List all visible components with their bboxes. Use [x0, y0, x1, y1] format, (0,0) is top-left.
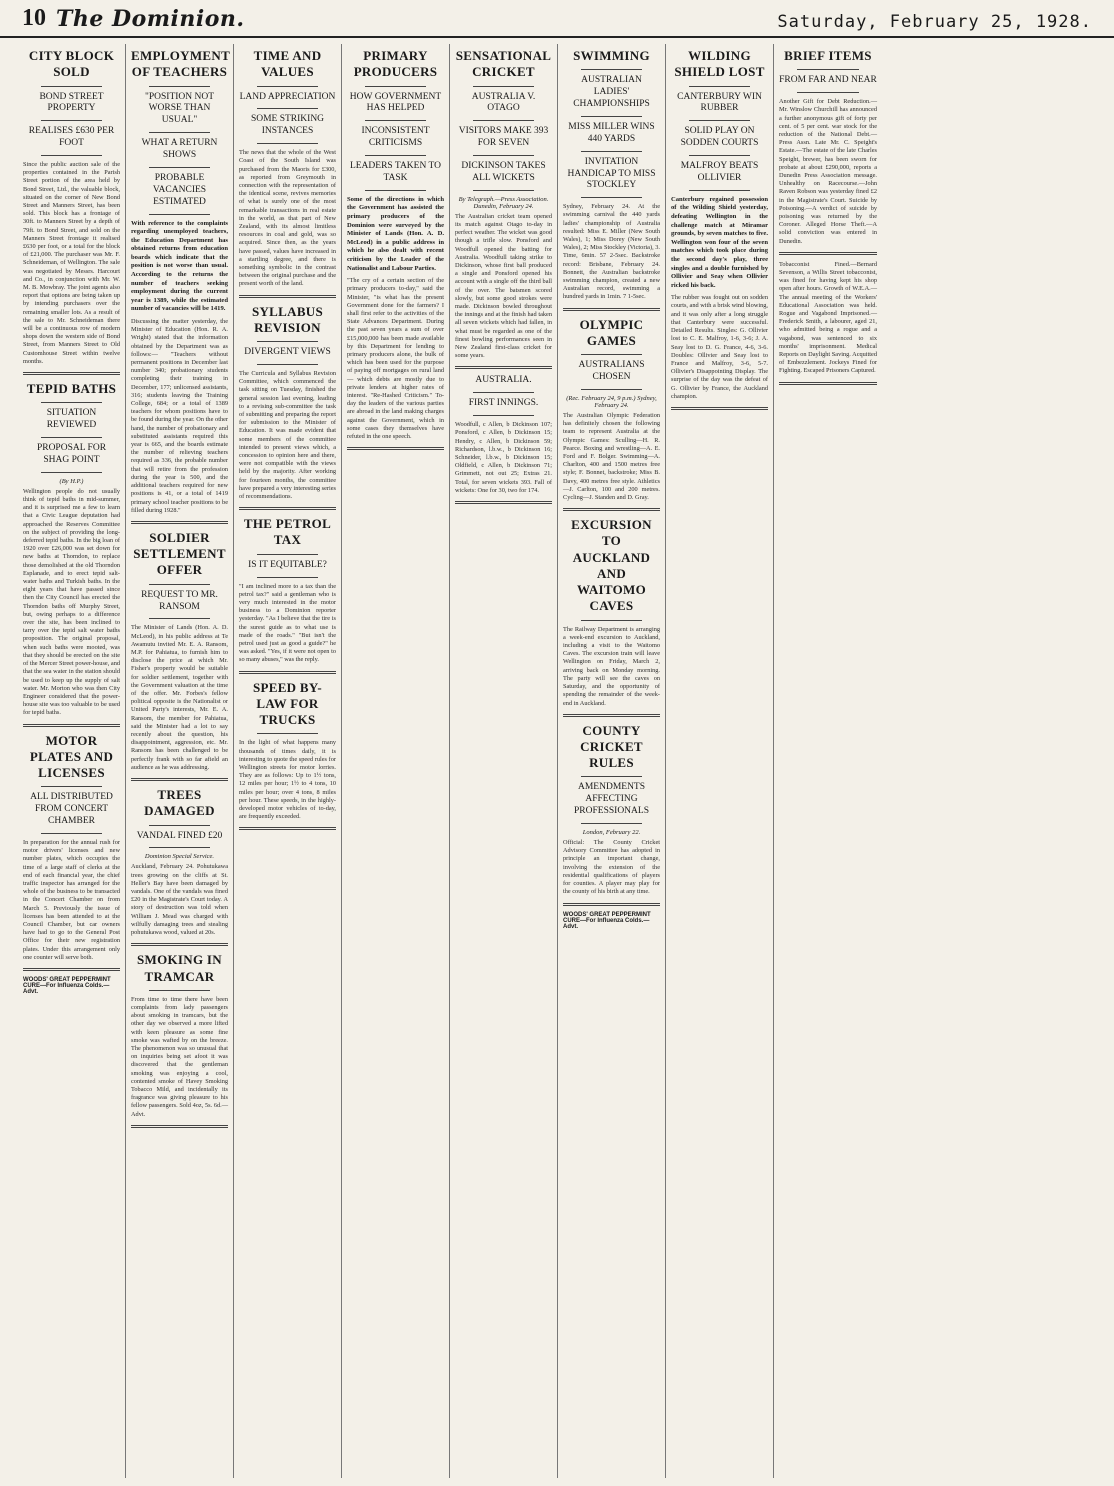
article-lead: Canterbury regained possession of the Wilding Shield yesterday, defeating Wellington in the challenge match at Miramar grounds, by seven matches to five. Wellington won four of the seven matches which took place during the second day's play, three singles and a double furnished by Ollivier and Seay when Ollivier ricked his back. — [671, 195, 768, 289]
article-separator — [131, 521, 228, 524]
divider — [149, 214, 210, 215]
divider — [689, 190, 750, 191]
article-deck: SOLID PLAY ON SODDEN COURTS — [680, 126, 759, 149]
divider — [257, 86, 318, 87]
article-body: Woodfull, c Allen, b Dickinson 107; Ponsford, c Allen, b Dickinson 15; Hendry, c Allen, b Dickinson 59; Richardson, l.b.w., b Dickinson 16; Schneider, l.b.w., b Dickinson 15; Oldfield, c Allen, b Dickinson 71; Grimmett, not out 25; Extras 21. Total, for seven wickets 393. Fall of wickets: One for 30, two for 174. — [455, 421, 552, 494]
divider — [365, 86, 426, 87]
divider — [149, 584, 210, 585]
article — [455, 48, 552, 369]
article-deck: REALISES £630 PER FOOT — [28, 126, 115, 149]
divider — [41, 437, 102, 438]
article-headline: PRIMARY PRODUCERS — [353, 48, 438, 80]
article — [347, 48, 444, 450]
article-body: Auckland, February 24. Pohutukawa trees growing on the cliffs at St. Heller's Bay have been damaged by vandals. One of the vandals was fined £20 in the Magistrate's Court today. A story of destruction was told when William J. Mead was charged with wilfully damaging trees and stealing pohutukawa wood, valued at 20s. — [131, 863, 228, 937]
column-1 — [18, 44, 126, 1478]
article-separator — [239, 671, 336, 674]
article-headline: SENSATIONAL CRICKET — [455, 48, 552, 80]
article-deck: AUSTRALIAN LADIES' CHAMPIONSHIPS — [573, 75, 650, 109]
article — [23, 381, 120, 726]
column-4 — [342, 44, 450, 1478]
article-deck: FROM FAR AND NEAR — [779, 75, 877, 86]
article-body: "I am inclined more to a tax than the petrol tax?" said a gentleman who is very much interested in the motor business to a Dominion reporter yesterday. "As I believe that the tire is the surest guide as to what use is made of the roads." "But isn't the petrol used just as good a guide?" he was asked. "Yes, if it were not open to so many abuses," was the reply. — [239, 582, 336, 664]
article-deck: VISITORS MAKE 393 FOR SEVEN — [458, 126, 549, 149]
article-byline: (Rec. February 24, 9 p.m.) Sydney, February 24. — [566, 394, 657, 409]
divider — [581, 620, 642, 621]
divider — [149, 167, 210, 168]
article-byline: (By H.P.) — [59, 477, 84, 485]
article-deck: VANDAL FINED £20 — [136, 830, 223, 841]
issue-date: Saturday, February 25, 1928. — [777, 12, 1092, 32]
article-byline: By Telegraph.—Press Association. Dunedin, February 24. — [458, 195, 549, 210]
article-separator — [23, 372, 120, 375]
article-deck: LEADERS TAKEN TO TASK — [349, 161, 442, 183]
article-headline: SMOKING IN TRAMCAR — [137, 952, 222, 984]
article — [563, 48, 660, 311]
article-headline: OLYMPIC GAMES — [579, 316, 644, 348]
newspaper-columns — [18, 44, 1098, 1478]
divider — [41, 833, 102, 834]
divider — [473, 86, 534, 87]
article-headline: TEPID BATHS — [26, 381, 117, 397]
divider — [473, 392, 534, 393]
article-deck: SOME STRIKING INSTANCES — [250, 114, 325, 137]
article-deck: INCONSISTENT CRITICISMS — [361, 126, 430, 149]
article-deck: AUSTRALIA. — [475, 375, 532, 386]
divider — [257, 341, 318, 342]
article-headline: TIME AND VALUES — [253, 48, 322, 80]
article-body: Sydney, February 24. At the swimming carnival the 440 yards ladies' championship of Australia resulted: Miss E. Miller (New South Wales), 1; Miss Dorey (New South Wales), 2; Miss Stockley (Victoria), 3. Time, 6min. 57 2-5sec. Backstroke record: Brisbane, February 24. Bonnett, the Australian backstroke swimming champion, created a new Australian record, swimming a hundred yards in 1min. 7 1-5sec. — [563, 203, 660, 301]
article-deck: MALFROY BEATS OLLIVIER — [680, 161, 759, 183]
column-2 — [126, 44, 234, 1478]
article-body: Discussing the matter yesterday, the Minister of Education (Hon. R. A. Wright) stated that the information obtained by the Department was as follows:— "Teachers without permanent positions in December last number 340; probationary students completing their training in December, 177; unlicensed assistants, 316; students leaving the Training College, 684; or a total of 1389 teachers for whom positions have to be found during the year. On the other hand, the number of probationary and substituted assistants required this year is 665, and the boards estimate the number of relieving teachers required as 336, the probable number that will retire from the profession during the year is 500, and the additional teachers required for new positions is 41, or a total of 1419 primary school teacher positions to be filled during 1928." — [131, 318, 228, 514]
divider — [689, 120, 750, 121]
masthead — [0, 0, 1114, 38]
article-body: The news that the whole of the West Coast of the South Island was purchased from the Maoris for £300, as reported from Greymouth in connection with the representation of the identical scene, revives memories of what is surely one of the most remarkable transactions in real estate in the world, as that part of New Zealand, with its almost limitless resources in coal and gold, was so acquired. Since then, as the years have passed, values have increased in a startling degree, and there is something symbolic in the contrast between the original purchase and the present worth of the land. — [239, 149, 336, 288]
article — [23, 48, 120, 375]
article-deck: BOND STREET PROPERTY — [39, 91, 104, 114]
article-headline: CITY BLOCK SOLD — [28, 48, 115, 80]
divider — [797, 92, 859, 93]
article-deck: DICKINSON TAKES ALL WICKETS — [461, 161, 546, 183]
divider — [365, 120, 426, 121]
article-deck: PROPOSAL FOR SHAG POINT — [36, 443, 107, 465]
article-deck: IS IT EQUITABLE? — [248, 559, 327, 570]
divider — [689, 86, 750, 87]
divider — [41, 155, 102, 156]
divider — [41, 402, 102, 403]
article-separator — [563, 903, 660, 906]
article-deck: LAND APPRECIATION — [239, 91, 336, 102]
article-body: From time to time there have been complaints from lady passengers about smoking in tramcars, but the other day we observed a more lifted with keen pleasure as some fine smoke was wafted by on the breeze. The phenomenon was so unusual that on inquiries being set afoot it was discovered that the gentleman smoking was enjoying a cool, contented smoke of Havey Smoking Tobacco Mild, and incidentally its fragrance was giving pleasure to his fellow passengers. Sold 4oz, 5s. 6d.—Advt. — [131, 995, 228, 1118]
article — [455, 375, 552, 504]
article-deck: WHAT A RETURN SHOWS — [141, 138, 218, 160]
article-body: The Railway Department is arranging a week-end excursion to Auckland, including a visit to the Waitomo Caves. The excursion train will leave Wellington on Friday, March 2, arriving back on Monday morning. The party will see the caves on Saturday, and the opportunity of spending the remainder of the week-end in Auckland. — [563, 625, 660, 707]
article-separator — [455, 501, 552, 504]
column-5 — [450, 44, 558, 1478]
divider — [149, 132, 210, 133]
article-separator — [779, 252, 877, 255]
divider — [797, 69, 859, 70]
article — [23, 733, 120, 971]
divider — [581, 354, 642, 355]
advertisement: WOODS' GREAT PEPPERMINT CURE—For Influenza Colds.—Advt. — [563, 911, 651, 930]
article-separator — [239, 507, 336, 510]
article-headline: SYLLABUS REVISION — [251, 303, 324, 335]
article-body: The rubber was fought out on sodden courts, and with a brisk wind blowing, and it was only after a long struggle that Canterbury were successful. Detailed Results. Singles: G. Ollivier lost to C. E. Malfroy, 1-6, 3-6; J. A. Seay lost to D. G. France, 4-6, 3-6. Doubles: Ollivier and Seay lost to France and Malfroy, 3-6, 5-7. Ollivier's Disappointing Display. The surprise of the day was the defeat of G. Ollivier by France, the Auckland champion. — [671, 294, 768, 400]
divider — [473, 415, 534, 416]
article — [779, 48, 877, 255]
divider — [41, 786, 102, 787]
divider — [689, 155, 750, 156]
article-body: In preparation for the annual rush for motor drivers' licenses and new number plates, which occupies the time of a large staff of clerks at the end of each financial year, the chief traffic inspector has arranged for the whole of the business to be transacted in the Concert Chamber on from March 5. Previously the issue of licenses has been attended to at the Council Chamber, but car owners have had to go to the General Post Office for their new registration plates. Under this arrangement only one counter will serve both. — [23, 838, 120, 961]
article-separator — [563, 308, 660, 311]
divider — [257, 577, 318, 578]
article — [563, 723, 660, 906]
article-separator — [347, 447, 444, 450]
article-headline: COUNTY CRICKET RULES — [580, 722, 643, 771]
divider — [41, 472, 102, 473]
article — [671, 48, 768, 410]
divider — [473, 120, 534, 121]
divider — [581, 151, 642, 152]
article — [131, 952, 228, 1128]
article-body: The Curricula and Syllabus Revision Committee, which commenced the task sitting on Tuesday, finished the general session last evening, leading to a revising sub-committee the task of submitting and preparing the report for submission to the Minister of Education. It was made evident that some members of the committee intended to present views which, a concession to opinion here and there, were not compatible with the views held by the majority. After working for fourteen months, the committee have prepared a very interesting series of recommendations. — [239, 369, 336, 500]
divider — [257, 733, 318, 734]
column-8 — [774, 44, 882, 1478]
article-byline: Dominion Special Service. — [144, 853, 215, 861]
article-lead: Some of the directions in which the Government has assisted the primary producers of the Dominion were surveyed by the Minister of Lands (Hon. A. D. McLeod) in a public address in which he also dealt with recent criticism by the Leader of the Nationalist and Labour Parties. — [347, 195, 444, 272]
article-deck: PROBABLE VACANCIES ESTIMATED — [152, 172, 207, 207]
divider — [581, 776, 642, 777]
article-deck: MISS MILLER WINS 440 YARDS — [568, 121, 655, 144]
article-body: Tobacconist Fined.—Bernard Sevenson, a Willis Street tobacconist, was fined for having kept his shop open after hours. Growth of W.E.A.—The annual meeting of the Workers' Educational Association was held. Rogue and Vagabond Imprisoned.—Frederick Smith, a labourer, aged 21, who admitted being a rogue and a vagabond, was sentenced to six months' imprisonment. Medical Reports on Daylight Saving. Acquitted of Embezzlement. Jockeys Fined for Fighting. Escaped Prisoners Captured. — [779, 260, 877, 375]
divider — [581, 389, 642, 390]
divider — [257, 364, 318, 365]
article-headline: SPEED BY-LAW FOR TRUCKS — [252, 679, 323, 728]
article — [239, 680, 336, 831]
article-deck: AMENDMENTS AFFECTING PROFESSIONALS — [574, 782, 649, 817]
divider — [473, 155, 534, 156]
article — [779, 261, 877, 385]
divider — [41, 120, 102, 121]
article-deck: SITUATION REVIEWED — [46, 408, 97, 431]
article-separator — [455, 366, 552, 369]
article-separator — [779, 382, 877, 385]
article-deck: ALL DISTRIBUTED FROM CONCERT CHAMBER — [30, 792, 113, 827]
divider — [149, 847, 210, 848]
article-deck: FIRST INNINGS. — [468, 398, 539, 409]
divider — [257, 108, 318, 109]
article-separator — [563, 508, 660, 511]
divider — [149, 990, 210, 991]
article-deck: HOW GOVERNMENT HAS HELPED — [349, 91, 442, 114]
page-number: 10 — [22, 5, 46, 31]
article-headline: BRIEF ITEMS — [784, 48, 872, 63]
article-body: "The cry of a certain section of the primary producers to-day," said the Minister, "is what has the present Government done for the farmers? I shall first refer to the activities of the State Advances Department. During the past seven years a sum of over £15,000,000 has been made available by this Department for lending to primary producers alone, the bulk of which has been used for the purpose of paying off mortgages on rural land — which debts are mostly due to private lenders at higher rates of interest. "Re-Hashed Criticism." To-day the leaders of the various parties are abroad in the land making charges against the Government, which in some cases they themselves have refuted in the one speech. — [347, 277, 444, 440]
article — [131, 530, 228, 781]
article — [239, 516, 336, 673]
article-body: In the light of what happens many thousands of times daily, it is interesting to quote the speed rules for Wellington streets for motor lorries. They are as follows: Up to 1½ tons, 12 miles per hour; 1½ to 4 tons, 10 miles per hour; over 4 tons, 8 miles per hour. These speeds, in the highly-developed motor vehicles of to-day, are frequently exceeded. — [239, 739, 336, 821]
article-body: Since the public auction sale of the properties contained in the Parish Street portion of the area held by Bond Street, Ltd., the valuable block, situated on the corner of New Bond Street and Manners Street, has been sold. This block has a frontage of 30ft. to Manners Street by a depth of 79ft. to Bond Street, and sold on the Manners Street frontage it realised £630 per foot, or a total for the block of £21,000. The purchaser was Mr. F. Schneideman, of Wellington. The sale was negotiated by Messrs. Harcourt and Co., in conjunction with Mr. W. M. B. Mowbray. The joint agents also report that options are being taken up by intending purchasers over the remaining smaller lots. As a result of the sale to Mr. Schneideman there will be a continuous row of modern shops down the western side of Bond Street, from Manners Street to Old Customhouse Street within twelve months. — [23, 161, 120, 365]
article — [563, 317, 660, 511]
article-deck: INVITATION HANDICAP TO MISS STOCKLEY — [567, 156, 656, 191]
article-headline: THE PETROL TAX — [243, 516, 332, 548]
article — [131, 48, 231, 524]
divider — [581, 116, 642, 117]
divider — [365, 155, 426, 156]
article-body: The Australian Olympic Federation has definitely chosen the following team to represent Australia at the Olympic Games: Sculling—H. R. Pearce. Boxing and wrestling—A. E. Ford and F. Bolger. Swimming—A. Charlton, 400 and 1500 metres free style; F. Bonnet, backstroke; Miss B. Davy, 400 metres free style. Athletics—J. Carlton, 100 and 200 metres. Cycling—J. Standen and D. Gray. — [563, 411, 660, 501]
article-separator — [131, 778, 228, 781]
article-deck: "POSITION NOT WORSE THAN USUAL" — [144, 91, 215, 126]
article-separator — [563, 714, 660, 717]
column-6 — [558, 44, 666, 1478]
article-body: Wellington people do not usually think of tepid baths in mid-summer, and it is surprised me a few to learn that a Civic League deputation had approached the Reserves Committee on the subject of providing the long-deferred tepid baths. In the big loan of 1920 over £26,000 was set down for new baths at Thorndon, to replace those demolished at the old Thorndon Esplanade, and to erect tepid salt-water baths and Turkish baths. In the eight years that have passed since then the City Council has erected the Thorndon baths off Murphy Street, but, owing perhaps to a difference over the site, has been inclined to tarry over the tepid salt water baths proposition. The original proposal, when such baths were mooted, was that they should be erected on the site of the Mercer Street power-house, and that the sea water in the station should be used to keep up the supply of salt water. Mr. Morton who was then City Engineer considered that the power-house site was too valuable to be used for tepid baths. — [23, 487, 120, 717]
article — [239, 48, 336, 298]
article-separator — [131, 943, 228, 946]
article-body: Another Gift for Debt Reduction.—Mr. Winslow Churchill has announced a further anonymous gift of forty per cent. of 5 per cent. war stock for the reduction of the National Debt.—Press Assn. Late Mr. C. Speight's Estate.—The estate of the late Charles Speight, brewer, has been sworn for probate at about £290,000, reports a Dunedin Press Association message. Unhealthy on Racecourse.—John Raven Robson was yesterday fined £2 in the Magistrate's Court. Suicide by Poisoning.—A verdict of suicide by poisoning was returned by the Coroner. Alleged Horse Theft.—A solid conviction was entered in Dunedin. — [779, 98, 877, 245]
paper-name: The Dominion. — [56, 6, 245, 32]
divider — [149, 86, 210, 87]
article-byline: London, February 22. — [582, 829, 641, 837]
divider — [365, 190, 426, 191]
divider — [581, 69, 642, 70]
divider — [149, 825, 210, 826]
article-separator — [671, 407, 768, 410]
divider — [257, 143, 318, 144]
article-body: The Minister of Lands (Hon. A. D. McLeod), in his public address at Te Awamutu invited Mr. E. A. Ransom, M.P. for Pahiatua, to furnish him to disclose the price at which Mr. Fisher's property would be suitable for soldier settlement, together with the Government valuation at the time of the offer. Mr. Forbes's fellow political opposite is the Nationalist or United Party's interests, Mr. E. A. Ransom, the member for Pahiatua, said the Minister had a lot to say recently about the question, his disappointment, aggression, etc. Mr. Ransom has been challenged to be perfectly frank with so far afield an audience as he was addressing. — [131, 624, 228, 771]
article-headline: TREES DAMAGED — [144, 787, 215, 819]
article-headline: MOTOR PLATES AND LICENSES — [29, 732, 114, 781]
article-deck: CANTERBURY WIN RUBBER — [677, 91, 762, 114]
article-headline: EXCURSION TO AUCKLAND AND WAITOMO CAVES — [571, 517, 652, 614]
article-body: Official: The County Cricket Advisory Committee has adopted in principle an important change, involving the extension of the residential qualifications of players for counties. A player may play for the county of his birth at any time. — [563, 839, 660, 896]
advertisement: WOODS' GREAT PEPPERMINT CURE—For Influenza Colds.—Advt. — [23, 976, 111, 995]
article-deck: REQUEST TO MR. RANSOM — [141, 589, 218, 612]
article-headline: SOLDIER SETTLEMENT OFFER — [133, 529, 226, 578]
divider — [473, 190, 534, 191]
article — [239, 304, 336, 511]
article-separator — [239, 827, 336, 830]
divider — [41, 86, 102, 87]
article-deck: AUSTRALIA V. OTAGO — [471, 91, 536, 114]
divider — [581, 823, 642, 824]
article-headline: WILDING SHIELD LOST — [674, 48, 765, 80]
divider — [581, 197, 642, 198]
column-3 — [234, 44, 342, 1478]
divider — [257, 554, 318, 555]
article-deck: AUSTRALIANS CHOSEN — [578, 360, 645, 383]
column-7 — [666, 44, 774, 1478]
article — [131, 787, 228, 946]
article-headline: SWIMMING — [573, 48, 650, 63]
divider — [149, 618, 210, 619]
article-lead: With reference to the complaints regarding unemployed teachers, the Education Department has obtained returns from education boards which indicate that the position is not worse than usual. According to the returns the number of teachers seeking employment during the current year is 1389, while the estimated number of vacancies will be 1419. — [131, 219, 228, 313]
article-body: The Australian cricket team opened its match against Otago to-day in perfect weather. The wicket was good though a trifle slow. Ponsford and Woodfull opened the batting for Australia. Woodfull taking strike to Dickinson, whose first ball produced a single and Ponsford opened his account with a single off the third ball of the over. The batsmen scored slowly, but some good strokes were made. Dickinson bowled throughout the innings and at the finish had taken all seven wickets which had fallen, in what must be regarded as one of the finest bowling performances seen in New Zealand first-class cricket for some years. — [455, 212, 552, 360]
article-separator — [131, 1125, 228, 1128]
article-separator — [23, 724, 120, 727]
article-separator — [239, 295, 336, 298]
article — [563, 517, 660, 717]
article-deck: DIVERGENT VIEWS — [244, 347, 331, 358]
article-separator — [23, 968, 120, 971]
article-headline: EMPLOYMENT OF TEACHERS — [131, 48, 231, 80]
